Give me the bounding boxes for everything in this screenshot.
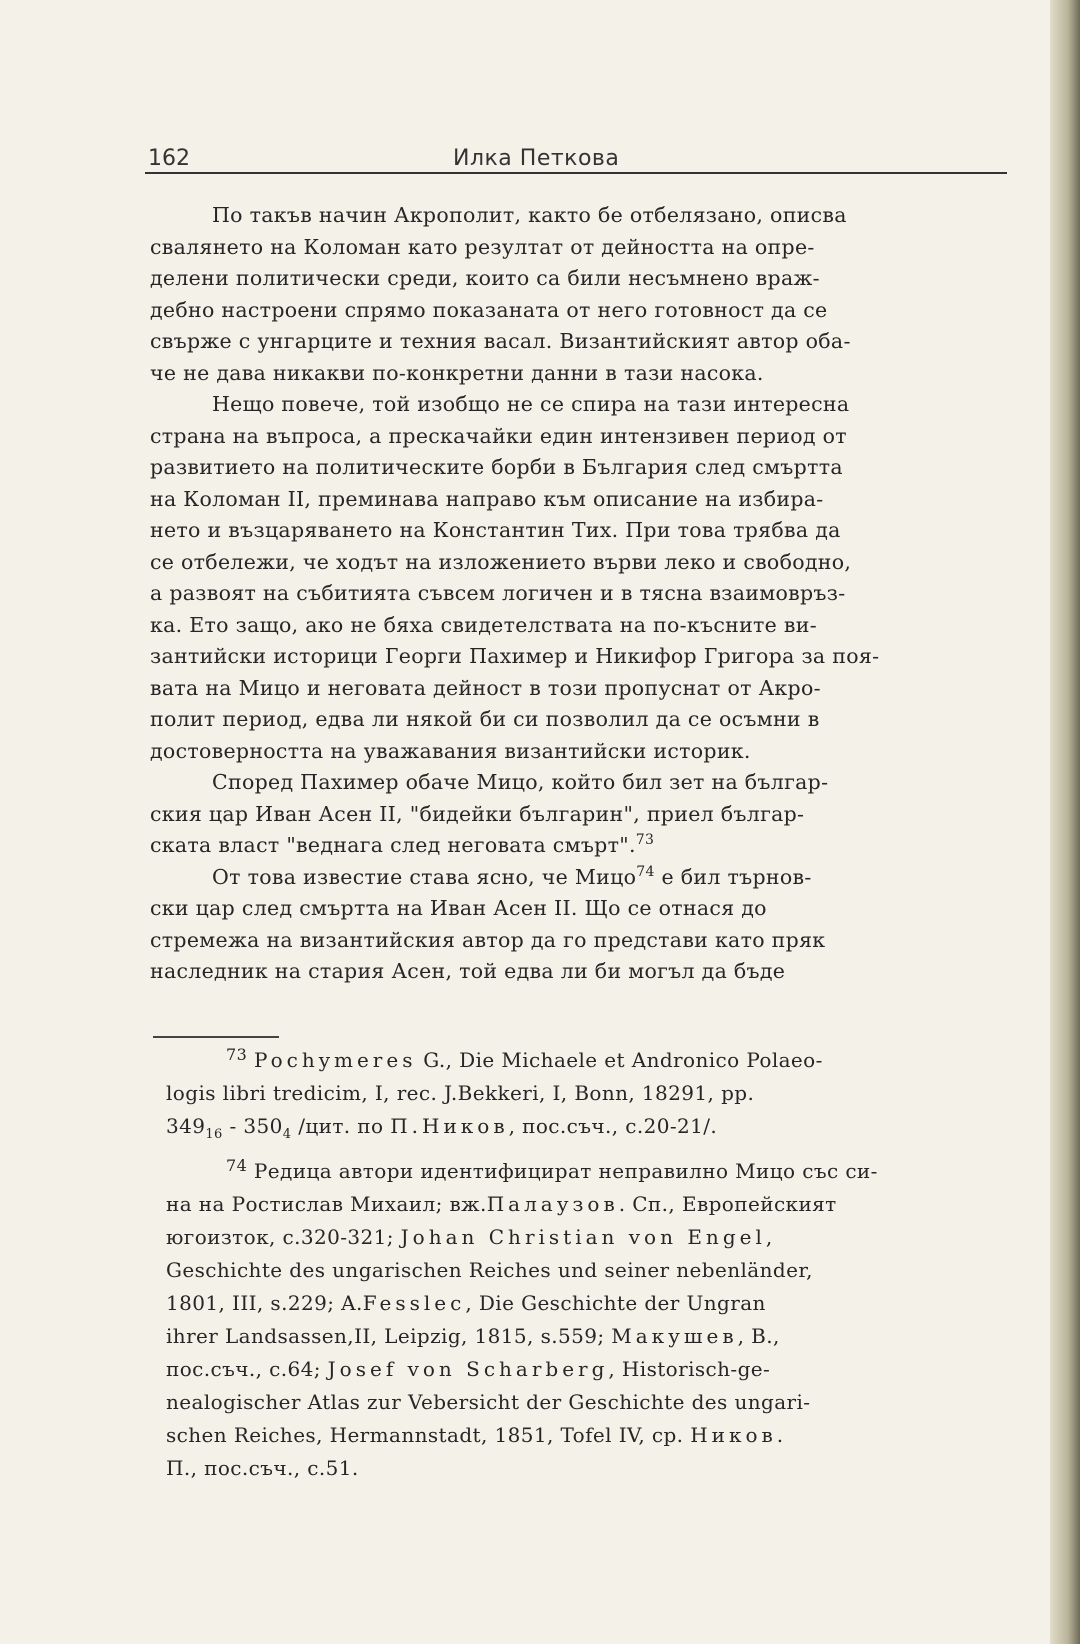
text-segment: От това известие става ясно, че Мицо [212,864,637,889]
subscript: 16 [205,1127,223,1142]
footnote-separator [153,1036,279,1038]
text-segment: 349 [166,1114,206,1138]
text-line: Нещо повече, той изобщо не се спира на тази интересна [212,392,850,416]
text-line: полит период, едва ли някой би си позволил да се осъмни в [150,707,820,731]
text-segment: G., Die Michaele et Andronico Polaeo- [416,1048,823,1072]
text-line: на Коломан II, преминава направо към описание на избира- [150,486,824,511]
text-line [166,1353,1016,1386]
running-title: Илка Петкова [453,146,620,171]
author-name: Josef von Scharberg [327,1357,609,1381]
text-segment: Редица автори идентифицират неправилно Мицо със си- [247,1159,878,1183]
footnote-reference[interactable]: 74 [636,863,655,880]
text-segment: /цит. по [291,1114,391,1138]
text-segment: , В., [737,1324,780,1348]
running-header [148,142,1008,176]
text-segment: . [776,1423,784,1447]
footnotes [166,1044,1016,1485]
text-line: дебно настроени спрямо показаната от него готовност да се [150,297,828,322]
text-line: наследник на стария Асен, той едва ли би могъл да бъде [150,959,786,983]
page-edge-shadow [1050,0,1080,1644]
text-segment: , пос.съч., с.20-21/. [508,1114,718,1138]
text-line [150,830,1010,862]
text-segment: - 350 [222,1114,283,1138]
text-line: зантийски историци Георги Пахимер и Никифор Григора за поя- [150,644,880,668]
text-segment: югоизток, с.320-321; [166,1225,401,1249]
text-line [166,1110,1016,1151]
text-line: страна на въпроса, а прескачайки един интензивен период от [150,423,847,448]
text-line [166,1221,1016,1254]
text-line: развитието на политическите борби в България след смъртта [150,455,843,479]
subscript: 4 [282,1127,292,1142]
text-segment: , Die Geschichte der Ungran [465,1291,766,1315]
text-segment: schen Reiches, Hermannstadt, 1851, Tofel IV, ср. [166,1423,691,1447]
text-segment: е бил търнов- [654,864,812,889]
author-name: П.Ников [390,1114,509,1138]
header-rule [145,172,1007,174]
author-name: Макушев [611,1324,738,1348]
text-line: достоверността на уважавания византийски историк. [150,738,751,763]
page-number: 162 [148,146,190,171]
paragraph-4 [150,862,1010,988]
text-line: ския цар Иван Асен II, "бидейки българин", приел българ- [150,801,805,826]
text-line: ка. Ето защо, ако не бяха свидетелствата на по-късните ви- [150,612,817,637]
text-line: се отбележи, че ходът на изложението върви леко и свободно, [150,549,852,574]
footnote-number: 74 [226,1156,248,1175]
text-segment: , [765,1225,773,1249]
text-line: ски цар след смъртта на Иван Асен II. Що се отнася до [150,896,767,920]
text-line: П., пос.съч., с.51. [166,1456,359,1480]
footnote-number: 73 [226,1045,248,1064]
text-segment: пос.съч., с.64; [166,1357,328,1381]
text-line [166,1188,1016,1221]
paragraph-3 [150,767,1010,862]
text-line [166,1287,1016,1320]
text-line: че не дава никакви по-конкретни данни в тази насока. [150,360,764,385]
text-line: Geschichte des ungarischen Reiches und seiner nebenländer, [166,1258,813,1282]
main-text [150,200,1010,988]
text-segment: на на Ростислав Михаил; вж. [166,1192,487,1216]
author-name: Johan Christian von Engel [400,1225,766,1249]
text-segment: , Historisch-ge- [608,1357,771,1381]
text-segment: . Сп., Европейският [618,1192,837,1216]
text-line: делени политически среди, които са били несъмнено враж- [150,266,820,290]
text-segment: ската власт "веднага след неговата смърт". [150,833,636,857]
text-line: а развоят на събитията съвсем логичен и в тясна взаимовръз- [150,581,846,605]
text-line: стремежа на византийския автор да го представи като пряк [150,927,826,952]
footnote-reference[interactable]: 73 [635,832,655,849]
text-line [150,862,1010,894]
author-name: Pochymeres [253,1048,417,1072]
text-segment: 1801, III, s.229; A. [166,1291,363,1315]
author-name: Палаузов [486,1192,619,1216]
text-line: свалянето на Коломан като резултат от дейността на опре- [150,234,815,259]
author-name: Ников [690,1423,777,1447]
text-line: nealogischer Atlas zur Vebersicht der Geschichte des ungari- [166,1390,811,1414]
text-line: По такъв начин Акрополит, както бе отбелязано, описва [212,203,847,227]
text-line: свърже с унгарците и техния васал. Византийският автор оба- [150,329,851,353]
author-name: Fesslec [362,1291,466,1315]
text-line [166,1320,1016,1353]
paragraph-2 [150,389,1010,767]
footnote-74 [166,1155,1016,1485]
paragraph-1 [150,200,1010,389]
text-segment: ihrer Landsassen,II, Leipzig, 1815, s.559; [166,1324,612,1348]
text-line [166,1044,1016,1077]
text-line: Според Пахимер обаче Мицо, който бил зет на българ- [212,770,829,794]
text-line [166,1155,1016,1188]
text-line: logis libri tredicim, I, rec. J.Bekkeri, I, Bonn, 18291, pp. [166,1081,755,1105]
text-line: вата на Мицо и неговата дейност в този пропуснат от Акро- [150,675,821,700]
text-line [166,1419,1016,1452]
text-line: нето и възцаряването на Константин Тих. При това трябва да [150,518,841,542]
footnote-73 [166,1044,1016,1151]
